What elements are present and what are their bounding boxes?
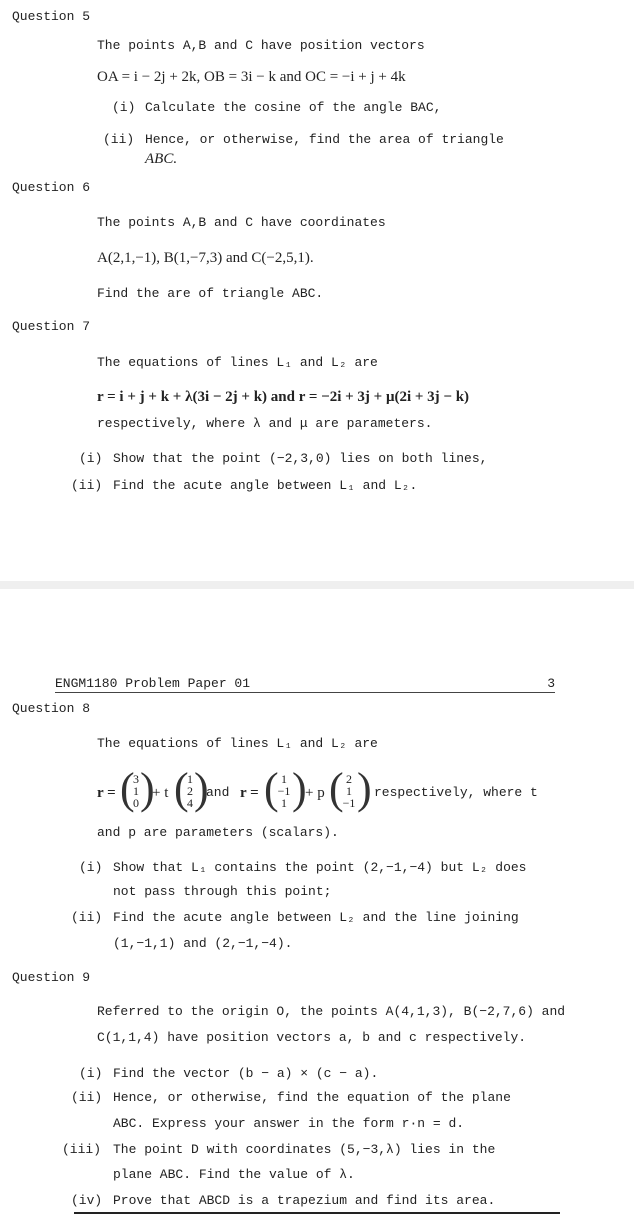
q8-v2-y: −1 <box>277 784 291 798</box>
q6-coords: A(2,1,−1), B(1,−7,3) and C(−2,5,1). <box>97 250 314 266</box>
q8-paren-close-3: ) <box>292 764 307 813</box>
bottom-rule <box>74 1212 560 1214</box>
q8-d1-x: 1 <box>187 772 193 786</box>
q9-intro-line1: Referred to the origin O, the points A(4,1,3), B(−2,7,6) and <box>97 1004 566 1019</box>
q7-equations: r = i + j + k + λ(3i − 2j + k) and r = −2i + 3j + μ(2i + 3j − k) <box>97 389 470 405</box>
q8-paren-open-3: ( <box>264 764 279 813</box>
q8-part-ii-line2: (1,−1,1) and (2,−1,−4). <box>113 936 293 951</box>
q5-label: Question 5 <box>12 9 91 24</box>
q9-intro-line2: C(1,1,4) have position vectors a, b and c respectively. <box>97 1030 527 1045</box>
page-break <box>0 581 634 589</box>
q7-part-ii-num: (ii) <box>71 478 103 493</box>
q9-part-iii-num: (iii) <box>62 1142 102 1157</box>
header-title: ENGM1180 Problem Paper 01 <box>55 676 251 691</box>
q9-part-iv: Prove that ABCD is a trapezium and find its area. <box>113 1193 496 1208</box>
q5-vectors: OA = i − 2j + 2k, OB = 3i − k and OC = −i + j + 4k <box>97 69 406 85</box>
header-page-number: 3 <box>547 676 555 691</box>
q8-paren-open-4: ( <box>329 764 344 813</box>
q5-part-i-num: (i) <box>112 100 136 115</box>
q8-v2-x: 1 <box>281 772 287 786</box>
q8-d2-y: 1 <box>346 784 352 798</box>
q8-paren-open-1: ( <box>120 764 135 813</box>
q8-part-i-line2: not pass through this point; <box>113 884 332 899</box>
q8-plus-p: + p <box>305 785 325 801</box>
q8-v1-z: 0 <box>133 796 139 810</box>
q8-resp: respectively, where t <box>374 785 538 800</box>
q7-resp: respectively, where λ and μ are parameters. <box>97 416 433 431</box>
q5-part-i: Calculate the cosine of the angle BAC, <box>145 100 442 115</box>
q8-label: Question 8 <box>12 701 91 716</box>
q9-part-ii-line2: ABC. Express your answer in the form r·n = d. <box>113 1116 465 1131</box>
q8-r-eq-2: r = <box>240 785 259 801</box>
q6-intro: The points A,B and C have coordinates <box>97 215 386 230</box>
q9-part-ii-line1: Hence, or otherwise, find the equation of the plane <box>113 1090 511 1105</box>
q7-intro: The equations of lines L₁ and L₂ are <box>97 355 378 370</box>
q8-d1-y: 2 <box>187 784 193 798</box>
q8-d1-z: 4 <box>187 796 193 810</box>
q9-part-ii-num: (ii) <box>71 1090 103 1105</box>
q8-paren-close-4: ) <box>357 764 372 813</box>
q9-part-iii-line2: plane ABC. Find the value of λ. <box>113 1167 355 1182</box>
q7-part-i: Show that the point (−2,3,0) lies on both lines, <box>113 451 488 466</box>
q8-paren-close-2: ) <box>194 764 209 813</box>
q6-label: Question 6 <box>12 180 91 195</box>
q8-d2-x: 2 <box>346 772 352 786</box>
q6-task: Find the are of triangle ABC. <box>97 286 324 301</box>
q8-r-eq: r = <box>97 785 116 801</box>
q8-v2-z: 1 <box>281 796 287 810</box>
q9-part-iv-num: (iv) <box>71 1193 103 1208</box>
q5-part-ii-num: (ii) <box>103 132 135 147</box>
q8-part-i-line1: Show that L₁ contains the point (2,−1,−4) but L₂ does <box>113 860 527 875</box>
q7-part-ii: Find the acute angle between L₁ and L₂. <box>113 478 418 493</box>
q8-part-ii-line1: Find the acute angle between L₂ and the line joining <box>113 910 519 925</box>
q8-v1-y: 1 <box>133 784 139 798</box>
q9-part-iii-line1: The point D with coordinates (5,−3,λ) lies in the <box>113 1142 496 1157</box>
q5-intro: The points A,B and C have position vectors <box>97 38 425 53</box>
q8-and: and <box>206 785 230 800</box>
q8-plus-t: + t <box>152 785 169 801</box>
q9-part-i-num: (i) <box>79 1066 103 1081</box>
q7-part-i-num: (i) <box>79 451 103 466</box>
q9-label: Question 9 <box>12 970 91 985</box>
q8-paren-open-2: ( <box>174 764 189 813</box>
q8-params: and p are parameters (scalars). <box>97 825 339 840</box>
q8-part-i-num: (i) <box>79 860 103 875</box>
q5-part-ii-line1: Hence, or otherwise, find the area of triangle <box>145 132 504 147</box>
q8-paren-close-1: ) <box>140 764 155 813</box>
q9-part-i: Find the vector (b − a) × (c − a). <box>113 1066 379 1081</box>
q8-part-ii-num: (ii) <box>71 910 103 925</box>
page-header <box>55 676 555 693</box>
q5-part-ii-line2: ABC. <box>145 151 178 167</box>
q7-label: Question 7 <box>12 319 91 334</box>
q8-intro: The equations of lines L₁ and L₂ are <box>97 736 378 751</box>
q8-v1-x: 3 <box>133 772 139 786</box>
q8-d2-z: −1 <box>342 796 356 810</box>
